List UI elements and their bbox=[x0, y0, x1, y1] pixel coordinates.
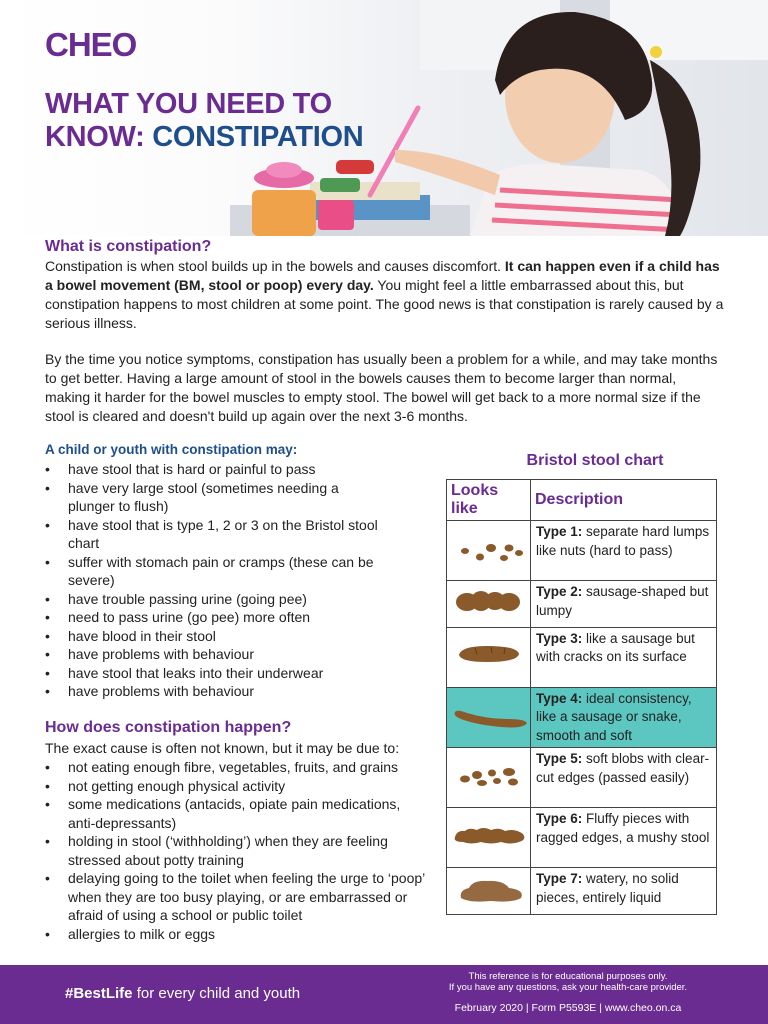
title-line-1: WHAT YOU NEED TO bbox=[45, 88, 332, 120]
list-item: • have very large stool (sometimes needing a plunger to flush) bbox=[45, 479, 385, 516]
list-item: • have trouble passing urine (going pee) bbox=[45, 590, 385, 609]
footer-meta: February 2020 | Form P5593E | www.cheo.on.ca bbox=[454, 1002, 682, 1014]
list-item: • need to pass urine (go pee) more often bbox=[45, 608, 385, 627]
stool-type-label: Type 7: bbox=[536, 871, 583, 886]
stool-type-text: like a sausage but with cracks on its surface bbox=[536, 630, 695, 664]
list-item: • have stool that leaks into their underwear bbox=[45, 664, 385, 683]
stool-type-2-description bbox=[531, 581, 717, 628]
stool-type-text: separate hard lumps like nuts (hard to pass) bbox=[536, 524, 710, 558]
table-row bbox=[447, 808, 717, 868]
list-item: • delaying going to the toilet when feeling the urge to ‘poop’ when they are too busy playing, or are embarrassed or afraid of using a school or public toilet bbox=[45, 869, 430, 925]
column-header-description: Description bbox=[531, 480, 717, 521]
intro-paragraph bbox=[45, 257, 725, 333]
symptoms-list bbox=[45, 460, 385, 701]
stool-type-label: Type 6: bbox=[536, 811, 583, 826]
stool-type-6-description bbox=[531, 808, 717, 868]
footer-tagline bbox=[65, 985, 300, 1002]
intro-text-a: Constipation is when stool builds up in the bowels and causes discomfort. bbox=[45, 258, 505, 274]
bristol-stool-table bbox=[446, 479, 717, 915]
stool-type-label: Type 4: bbox=[536, 690, 583, 706]
symptoms-subheading: A child or youth with constipation may: bbox=[45, 442, 298, 457]
stool-type-5-icon bbox=[447, 748, 531, 808]
symptoms-duration-paragraph: By the time you notice symptoms, constipation has usually been a problem for a while, and may take months to get better. Having a large amount of stool in the bowels causes them to become larger than normal, making it harder for the bowel muscles to empty stool. The bowel will get back to a more normal size if the stool is cleared and doesn't build up again over the next 3-6 months. bbox=[45, 351, 718, 424]
footer-bar bbox=[0, 965, 768, 1024]
intro-text-b: You might feel a little embarrassed about this, but constipation happens to most children at some point. The good news is that constipation is rarely caused by a serious illness. bbox=[45, 277, 724, 331]
section-heading-how-happens: How does constipation happen? bbox=[45, 719, 292, 736]
column-header-looks-like: Looks like bbox=[447, 480, 531, 521]
title-know: KNOW: bbox=[45, 121, 153, 153]
stool-type-5-description bbox=[531, 748, 717, 808]
list-item: • allergies to milk or eggs bbox=[45, 925, 430, 944]
stool-type-4-description bbox=[531, 687, 717, 748]
table-header-row bbox=[447, 480, 717, 521]
stool-type-4-icon bbox=[447, 687, 531, 748]
stool-type-1-icon bbox=[447, 521, 531, 581]
table-row bbox=[447, 748, 717, 808]
footer-disclaimer-1: This reference is for educational purposes only. bbox=[468, 971, 668, 982]
section-heading-what-is: What is constipation? bbox=[45, 238, 212, 255]
stool-type-text: soft blobs with clear-cut edges (passed easily) bbox=[536, 751, 710, 785]
page-title bbox=[45, 88, 363, 154]
stool-type-text: sausage-shaped but lumpy bbox=[536, 584, 709, 618]
list-item: • suffer with stomach pain or cramps (these can be severe) bbox=[45, 553, 385, 590]
stool-type-text: watery, no solid pieces, entirely liquid bbox=[536, 871, 679, 905]
intro-text-bold: It can happen even if a child has a bowel movement (BM, stool or poop) every day. bbox=[45, 258, 720, 293]
causes-list bbox=[45, 758, 430, 943]
list-item: • not getting enough physical activity bbox=[45, 777, 430, 796]
bristol-chart-title: Bristol stool chart bbox=[526, 452, 664, 469]
hero-banner bbox=[0, 0, 768, 236]
stool-type-text: ideal consistency, like a sausage or snake, smooth and soft bbox=[536, 690, 692, 743]
list-item: • not eating enough fibre, vegetables, fruits, and grains bbox=[45, 758, 430, 777]
footer-disclaimer-2: If you have any questions, ask your health-care provider. bbox=[448, 982, 688, 993]
cheo-logo: CHEO bbox=[45, 26, 137, 63]
stool-type-7-description bbox=[531, 868, 717, 915]
stool-type-label: Type 1: bbox=[536, 524, 583, 539]
stool-type-6-icon bbox=[447, 808, 531, 868]
stool-type-3-description bbox=[531, 627, 717, 687]
footer-info bbox=[418, 971, 718, 1014]
stool-type-3-icon bbox=[447, 627, 531, 687]
table-row bbox=[447, 868, 717, 915]
list-item: • have blood in their stool bbox=[45, 627, 385, 646]
title-topic: CONSTIPATION bbox=[152, 121, 364, 153]
list-item: • have problems with behaviour bbox=[45, 682, 385, 701]
stool-type-1-description bbox=[531, 521, 717, 581]
list-item: • some medications (antacids, opiate pain medications, anti-depressants) bbox=[45, 795, 430, 832]
table-row bbox=[447, 521, 717, 581]
stool-type-2-icon bbox=[447, 581, 531, 628]
footer-hashtag: #BestLife bbox=[65, 985, 133, 1002]
footer-tagline-text: for every child and youth bbox=[132, 985, 301, 1002]
stool-type-label: Type 3: bbox=[536, 630, 583, 646]
stool-type-label: Type 5: bbox=[536, 751, 583, 766]
table-row bbox=[447, 687, 717, 748]
causes-intro: The exact cause is often not known, but it may be due to: bbox=[45, 740, 400, 756]
list-item: • have stool that is hard or painful to pass bbox=[45, 460, 385, 479]
list-item: • holding in stool (‘withholding’) when they are feeling stressed about potty training bbox=[45, 832, 430, 869]
table-row bbox=[447, 581, 717, 628]
list-item: • have stool that is type 1, 2 or 3 on the Bristol stool chart bbox=[45, 516, 385, 553]
table-row bbox=[447, 627, 717, 687]
stool-type-label: Type 2: bbox=[536, 584, 583, 599]
stool-type-text: Fluffy pieces with ragged edges, a mushy stool bbox=[536, 811, 710, 845]
list-item: • have problems with behaviour bbox=[45, 645, 385, 664]
stool-type-7-icon bbox=[447, 868, 531, 915]
